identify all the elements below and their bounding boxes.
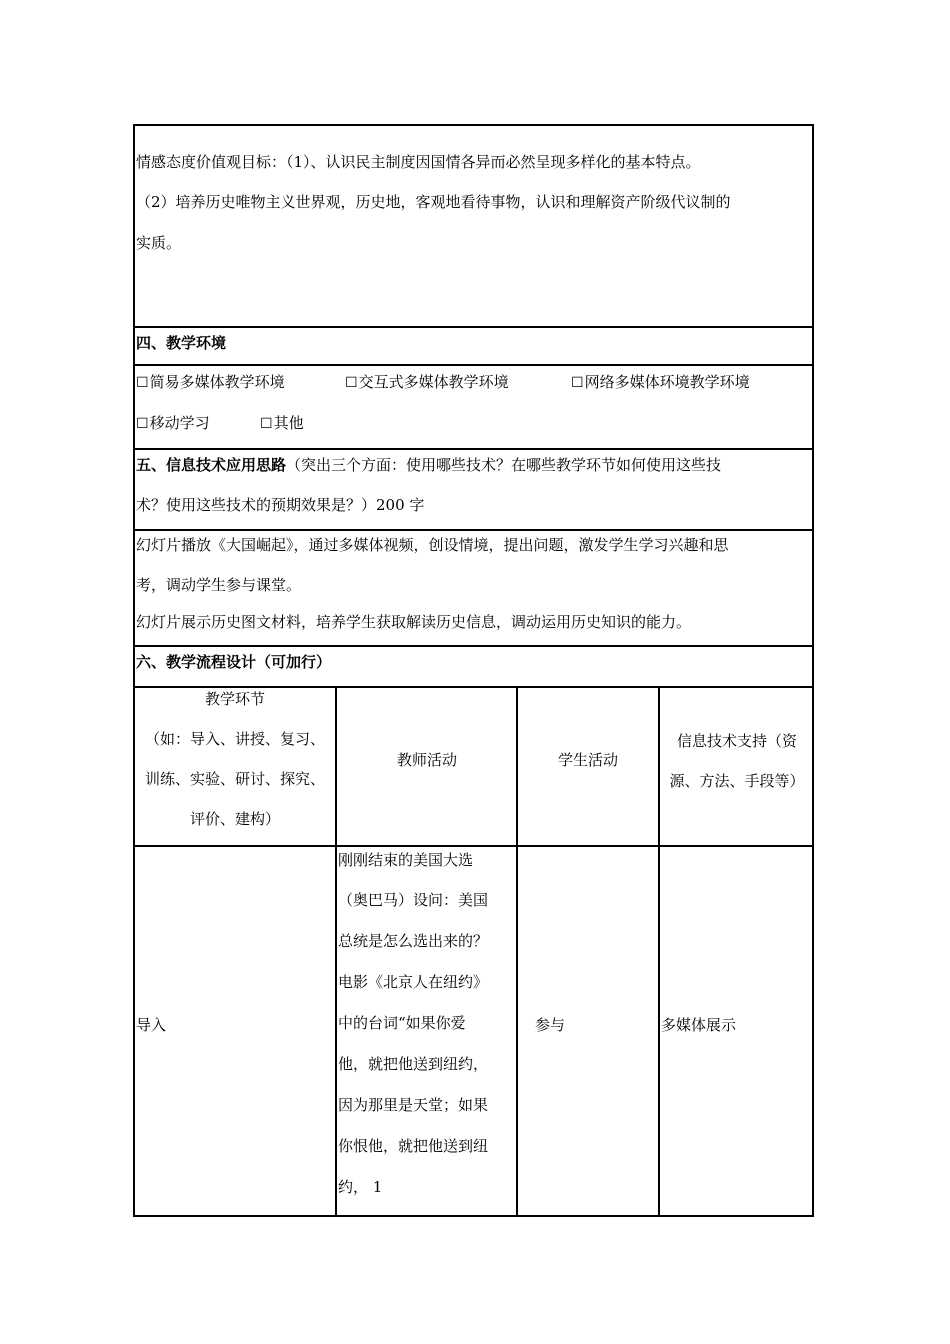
section5-body-3: 幻灯片展示历史图文材料，培养学生获取解读历史信息，调动运用历史知识的能力。 [136,613,692,631]
row-divider [133,448,814,450]
header-stage-hint-1: （如：导入、讲授、复习、 [144,730,325,748]
env-option-interactive[interactable]: ☐交互式多媒体教学环境 [345,373,509,391]
header-student: 学生活动 [557,751,618,769]
env-option-other[interactable]: ☐其他 [260,414,304,432]
row-stage: 导入 [136,1016,167,1034]
section6-title: 六、教学流程设计（可加行） [136,653,332,671]
teacher-line: 电影《北京人在纽约》 [338,973,489,991]
goals-line-3: 实质。 [136,234,182,252]
teacher-line: 你恨他，就把他送到纽 [338,1137,489,1155]
checkbox-icon: ☐ [260,416,273,432]
header-stage-hint-3: 评价、建构） [189,810,280,828]
header-tech-1: 信息技术支持（资 [676,732,797,750]
row-divider [133,845,814,847]
section5-body-1: 幻灯片播放《大国崛起》，通过多媒体视频，创设情境，提出问题，激发学生学习兴趣和思 [136,536,729,554]
col-divider [658,686,660,1217]
header-stage-hint-2: 训练、实验、研讨、探究、 [144,770,325,788]
header-tech-2: 源、方法、手段等） [669,772,805,790]
section5-hint-2: 术？使用这些技术的预期效果是？）200 字 [136,496,425,514]
teacher-line: 因为那里是天堂；如果 [338,1096,489,1114]
row-tech: 多媒体展示 [661,1016,737,1034]
teacher-line: 中的台词“如果你爱 [338,1014,466,1032]
goals-line-1: 情感态度价值观目标：（1）、认识民主制度因国情各异而必然呈现多样化的基本特点。 [136,153,701,171]
row-divider [133,686,814,688]
row-divider [133,645,814,647]
section5-hint: （突出三个方面：使用哪些技术？在哪些教学环节如何使用这些技 [286,456,722,474]
env-option-network[interactable]: ☐网络多媒体环境教学环境 [571,373,750,391]
checkbox-icon: ☐ [136,416,149,432]
section4-title: 四、教学环境 [136,334,227,352]
teacher-line: 总统是怎么选出来的？ [338,932,489,950]
goals-line-2: （2）培养历史唯物主义世界观，历史地，客观地看待事物，认识和理解资产阶级代议制的 [136,193,731,211]
header-stage: 教学环节 [204,690,265,708]
row-divider [133,326,814,328]
checkbox-icon: ☐ [136,375,149,391]
teacher-line: 他，就把他送到纽约， [338,1055,489,1073]
col-divider [335,686,337,1217]
header-teacher: 教师活动 [396,751,457,769]
env-option-mobile[interactable]: ☐移动学习 [136,414,210,432]
checkbox-icon: ☐ [345,375,358,391]
section5-title: 五、信息技术应用思路 [136,456,287,474]
row-divider [133,529,814,531]
teacher-line: 刚刚结束的美国大选 [338,851,474,869]
section5-body-2: 考，调动学生参与课堂。 [136,576,302,594]
teacher-line: （奥巴马）设问：美国 [338,891,489,909]
row-student: 参与 [535,1016,566,1034]
checkbox-icon: ☐ [571,375,584,391]
teacher-line: 约， 1 [338,1178,383,1196]
section5-heading [136,455,721,475]
row-divider [133,364,814,366]
env-option-simple[interactable]: ☐简易多媒体教学环境 [136,373,285,391]
